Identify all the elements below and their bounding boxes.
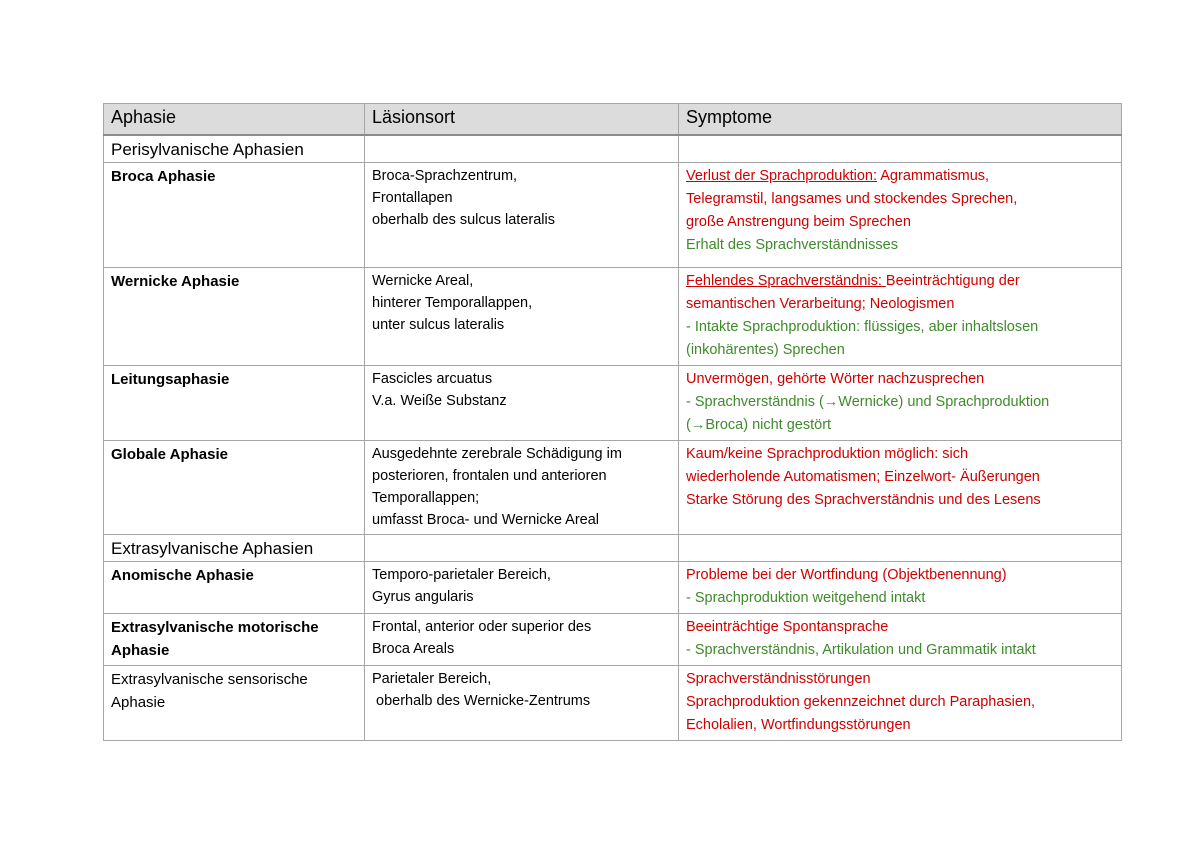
- site-line: Broca Areals: [372, 641, 455, 657]
- table-row: [104, 614, 1122, 666]
- aphasia-name: Globale Aphasie: [104, 441, 365, 535]
- symptom-line: Echolalien, Wortfindungsstörungen: [686, 717, 911, 733]
- symptom-line: [686, 165, 1114, 188]
- site-line: posterioren, frontalen und anterioren: [372, 468, 607, 484]
- table-row: [104, 666, 1122, 741]
- aphasia-name: Extrasylvanische sensorische Aphasie: [104, 666, 365, 741]
- table-row: [104, 163, 1122, 268]
- site-line: Parietaler Bereich,: [372, 671, 492, 687]
- site-line: oberhalb des sulcus lateralis: [372, 212, 555, 228]
- lesion-site: [365, 163, 679, 268]
- symptom-text: Beeinträchtigung der: [885, 273, 1020, 289]
- site-line: hinterer Temporallappen,: [372, 295, 533, 311]
- symptom-line: - Sprachverständnis, Artikulation und Grammatik intakt: [686, 642, 1036, 658]
- lesion-site: [365, 366, 679, 441]
- aphasia-name: Leitungsaphasie: [104, 366, 365, 441]
- lesion-site: [365, 441, 679, 535]
- symptom-text: Agrammatismus,: [877, 168, 990, 184]
- site-line: Temporo-parietaler Bereich,: [372, 567, 551, 583]
- symptom-line: Sprachproduktion gekennzeichnet durch Paraphasien,: [686, 694, 1036, 710]
- site-line: Wernicke Areal,: [372, 273, 474, 289]
- symptom-line: - Sprachverständnis (→Wernicke) und Sprachproduktion: [686, 394, 1050, 410]
- lesion-site: [365, 666, 679, 741]
- site-line: Frontal, anterior oder superior des: [372, 619, 592, 635]
- header-aphasie: Aphasie: [104, 104, 365, 136]
- table-row: [104, 366, 1122, 441]
- symptom-line: (→Broca) nicht gestört: [686, 417, 832, 433]
- symptoms: [679, 441, 1122, 535]
- symptom-heading: Verlust der Sprachproduktion:: [686, 168, 878, 184]
- symptom-line: Kaum/keine Sprachproduktion möglich: sich: [686, 446, 969, 462]
- symptoms: [679, 614, 1122, 666]
- symptoms: [679, 366, 1122, 441]
- symptom-line: Starke Störung des Sprachverständnis und des Lesens: [686, 492, 1041, 508]
- empty-cell: [679, 535, 1122, 562]
- aphasia-name: Anomische Aphasie: [104, 562, 365, 614]
- section-row: [104, 135, 1122, 163]
- symptom-line: Beeinträchtige Spontansprache: [686, 619, 889, 635]
- symptom-line: (inkohärentes) Sprechen: [686, 342, 845, 358]
- table-row: [104, 441, 1122, 535]
- symptoms: [679, 562, 1122, 614]
- header-symptome: Symptome: [679, 104, 1122, 136]
- section-title: Perisylvanische Aphasien: [104, 135, 365, 163]
- symptom-line: Probleme bei der Wortfindung (Objektbenennung): [686, 567, 1007, 583]
- symptom-heading: Fehlendes Sprachverständnis:: [686, 273, 886, 289]
- lesion-site: [365, 562, 679, 614]
- empty-cell: [365, 535, 679, 562]
- symptom-line: Erhalt des Sprachverständnisses: [686, 237, 898, 253]
- symptom-line: große Anstrengung beim Sprechen: [686, 214, 911, 230]
- site-line: V.a. Weiße Substanz: [372, 393, 507, 409]
- section-row: [104, 535, 1122, 562]
- empty-cell: [679, 135, 1122, 163]
- symptom-line: Telegramstil, langsames und stockendes Sprechen,: [686, 191, 1018, 207]
- header-laesionsort: Läsionsort: [365, 104, 679, 136]
- aphasia-table-container: [103, 103, 1121, 741]
- symptom-line: wiederholende Automatismen; Einzelwort- Äußerungen: [686, 469, 1040, 485]
- symptom-line: Unvermögen, gehörte Wörter nachzusprechen: [686, 371, 985, 387]
- site-line: unter sulcus lateralis: [372, 317, 505, 333]
- site-line: Fascicles arcuatus: [372, 371, 493, 387]
- table-row: [104, 562, 1122, 614]
- lesion-site: [365, 268, 679, 366]
- section-title: Extrasylvanische Aphasien: [104, 535, 365, 562]
- aphasia-name: Wernicke Aphasie: [104, 268, 365, 366]
- site-line: oberhalb des Wernicke-Zentrums: [372, 693, 591, 709]
- symptoms: [679, 268, 1122, 366]
- symptom-line: [686, 270, 1114, 293]
- empty-cell: [365, 135, 679, 163]
- symptoms: [679, 666, 1122, 741]
- site-line: Frontallapen: [372, 190, 453, 206]
- aphasia-table: [103, 103, 1122, 741]
- aphasia-name: Extrasylvanische motorische Aphasie: [104, 614, 365, 666]
- site-line: Gyrus angularis: [372, 589, 474, 605]
- aphasia-name: Broca Aphasie: [104, 163, 365, 268]
- symptom-line: - Intakte Sprachproduktion: flüssiges, aber inhaltslosen: [686, 319, 1039, 335]
- symptom-line: - Sprachproduktion weitgehend intakt: [686, 590, 926, 606]
- site-line: Temporallappen;: [372, 490, 480, 506]
- header-row: [104, 104, 1122, 136]
- site-line: umfasst Broca- und Wernicke Areal: [372, 512, 599, 528]
- site-line: Ausgedehnte zerebrale Schädigung im: [372, 446, 622, 462]
- lesion-site: [365, 614, 679, 666]
- table-row: [104, 268, 1122, 366]
- symptom-line: Sprachverständnisstörungen: [686, 671, 871, 687]
- symptom-line: semantischen Verarbeitung; Neologismen: [686, 296, 955, 312]
- symptoms: [679, 163, 1122, 268]
- site-line: Broca-Sprachzentrum,: [372, 168, 518, 184]
